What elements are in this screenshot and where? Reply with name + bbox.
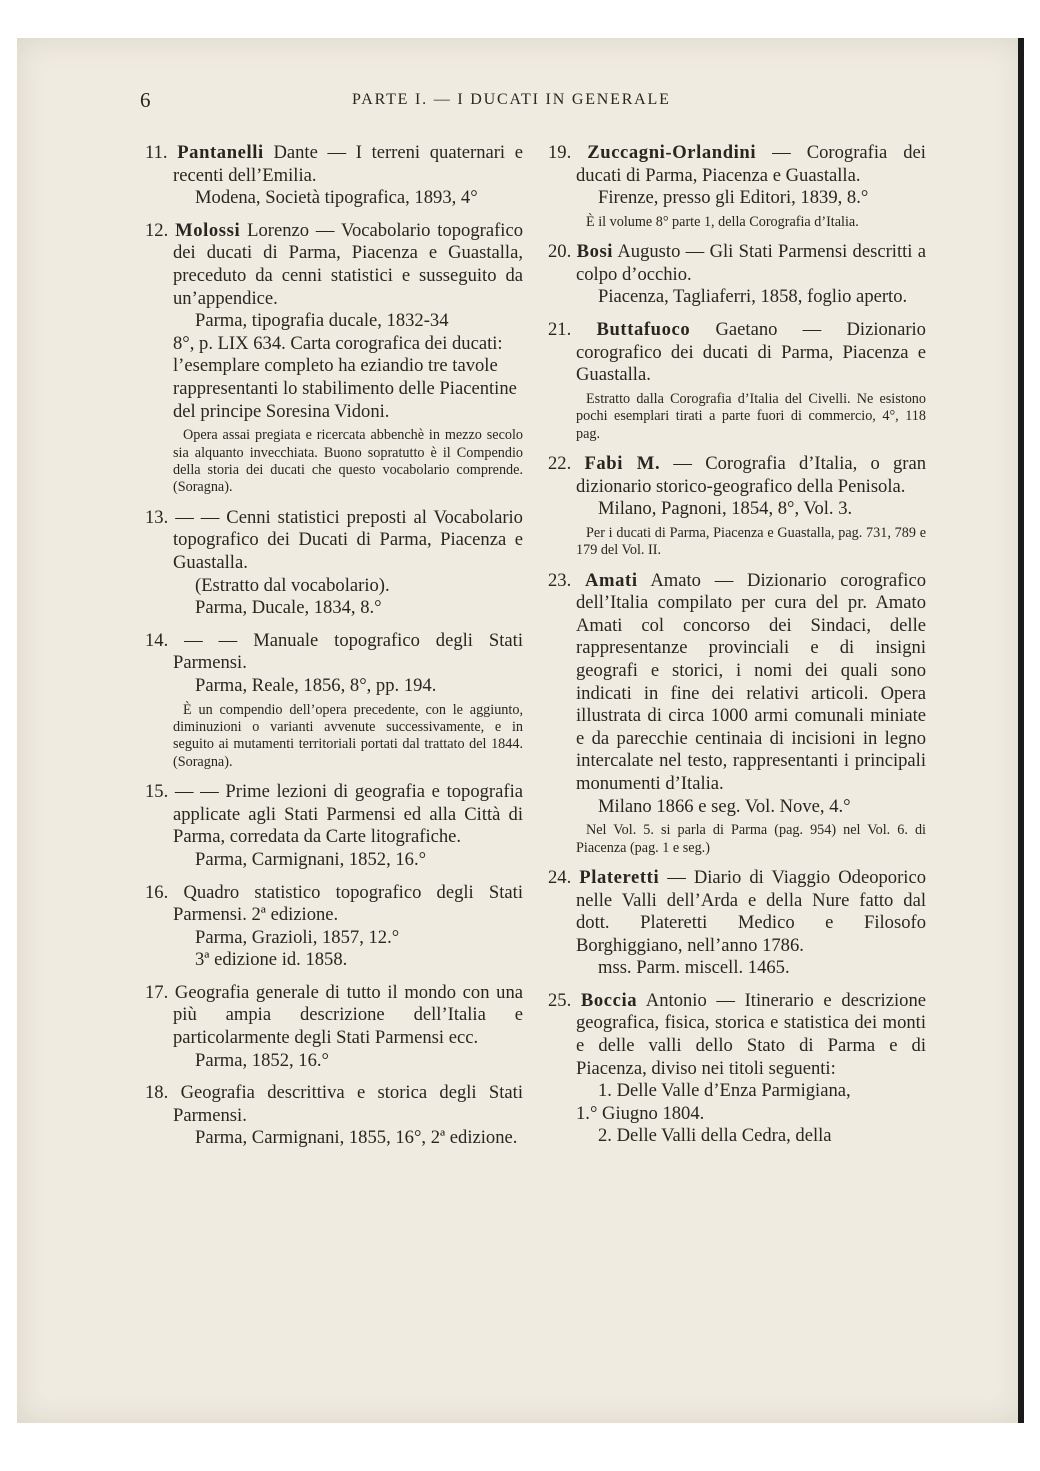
entry-heading: 18. Geografia descrittiva e storica degli Stati Parmensi. — [145, 1082, 523, 1126]
entry-note: È il volume 8° parte 1, della Corografia d’Italia. — [586, 213, 859, 230]
left-column — [145, 142, 523, 1160]
entry-23 — [548, 570, 926, 857]
entry-heading: 25. Boccia Antonio — Itinerario e descrizione geografica, fisica, storica e statistica dei monti e delle valli dello Stato di Parma e di Piacenza, diviso nei titoli seguenti: — [548, 989, 926, 1079]
entry-15 — [145, 781, 523, 871]
entry-subitem: 1. Delle Valle d’Enza Parmigiana, — [598, 1080, 851, 1102]
entry-22 — [548, 453, 926, 560]
entry-14 — [145, 630, 523, 771]
entry-subitem-continued: 1.° Giugno 1804. — [576, 1102, 705, 1124]
entry-13 — [145, 507, 523, 620]
entry-17 — [145, 982, 523, 1072]
entry-note: Opera assai pregiata e ricercata abbenchè in mezzo secolo sia alquanto invecchiata. Buono sopratutto è il Compendio della storia dei ducati che questo vocabolario comprende. (Soragna). — [173, 427, 523, 496]
entry-imprint: Modena, Società tipografica, 1893, 4° — [195, 187, 478, 209]
entry-imprint: mss. Parm. miscell. 1465. — [598, 957, 790, 979]
entry-heading: 22. Fabi M. — Corografia d’Italia, o gran dizionario storico-geografico della Penisola. — [548, 452, 926, 497]
entry-12 — [145, 220, 523, 497]
entry-heading: 19. Zuccagni-Orlandini — Corografia dei ducati di Parma, Piacenza e Guastalla. — [548, 142, 926, 186]
entry-19 — [548, 142, 926, 231]
entry-imprint-second: 3ª edizione id. 1858. — [195, 949, 348, 971]
entry-imprint-second: Parma, Ducale, 1834, 8.° — [195, 597, 382, 619]
scan-edge — [1018, 38, 1024, 1423]
entry-heading: 11. Pantanelli Dante — I terreni quaternari e recenti dell’Emilia. — [145, 142, 524, 186]
entry-heading: 12. Molossi Lorenzo — Vocabolario topografico dei ducati di Parma, Piacenza e Guastalla, preceduto da cenni statistici e susseguito da un’appendice. — [145, 219, 524, 309]
page-number: 6 — [140, 88, 151, 112]
entry-heading: 24. Plateretti — Diario di Viaggio Odeoporico nelle Valli dell’Arda e della Nure fatto dal dott. Plateretti Medico e Filosofo Borghiggiano, nell’anno 1786. — [548, 866, 926, 956]
entry-note: Estratto dalla Corografia d’Italia del Civelli. Ne esistono pochi esemplari tirati a parte fuori di commercio, 4°, 118 pag. — [576, 390, 926, 442]
entry-20 — [548, 241, 926, 309]
entry-25 — [548, 990, 926, 1148]
entry-imprint: Firenze, presso gli Editori, 1839, 8.° — [598, 187, 869, 209]
entry-16 — [145, 882, 523, 972]
entry-note: Per i ducati di Parma, Piacenza e Guastalla, pag. 731, 789 e 179 del Vol. II. — [576, 524, 926, 559]
entry-imprint: Milano 1866 e seg. Vol. Nove, 4.° — [598, 795, 851, 817]
entry-note: È un compendio dell’opera precedente, con le aggiunto, diminuzioni o varianti avvenute successivamente, e in seguito ai mutamenti territoriali portati dal trattato del 1844. (Soragna). — [173, 701, 523, 770]
entry-imprint: Parma, Grazioli, 1857, 12.° — [195, 926, 400, 948]
entry-imprint: Parma, tipografia ducale, 1832-34 — [195, 310, 449, 332]
entry-21 — [548, 319, 926, 443]
entry-imprint: (Estratto dal vocabolario). — [195, 574, 390, 596]
entry-heading: 20. Bosi Augusto — Gli Stati Parmensi descritti a colpo d’occhio. — [548, 241, 926, 285]
entry-heading: 21. Buttafuoco Gaetano — Dizionario corografico dei ducati di Parma, Piacenza e Guastalla. — [548, 318, 926, 386]
entry-24 — [548, 867, 926, 980]
entry-heading: 13. — — Cenni statistici preposti al Vocabolario topografico dei Ducati di Parma, Piacenza e Guastalla. — [145, 506, 523, 573]
entry-imprint: Piacenza, Tagliaferri, 1858, foglio aperto. — [598, 286, 908, 308]
entry-18 — [145, 1082, 523, 1150]
entry-note: Nel Vol. 5. si parla di Parma (pag. 954) nel Vol. 6. di Piacenza (pag. 1 e seg.) — [576, 822, 926, 856]
entry-imprint-continued: 8°, p. LIX 634. Carta corografica dei ducati: l’esemplare completo ha eziandio tre tavole rappresentanti lo stabilimento delle Piacentine del principe Soresina Vidoni. — [173, 332, 517, 422]
entry-11 — [145, 142, 523, 210]
entry-heading: 17. Geografia generale di tutto il mondo con una più ampia descrizione dell’Italia e particolarmente degli Stati Parmensi ecc. — [145, 981, 523, 1049]
entry-subitem: 2. Delle Valli della Cedra, della — [598, 1125, 832, 1147]
entry-heading: 16. Quadro statistico topografico degli Stati Parmensi. 2ª edizione. — [145, 881, 523, 926]
entry-heading: 15. — — Prime lezioni di geografia e topografia applicate agli Stati Parmensi ed alla Città di Parma, corredata da Carte litografiche. — [145, 781, 523, 848]
entry-imprint: Parma, Carmignani, 1855, 16°, 2ª edizione. — [195, 1127, 518, 1149]
entry-heading: 23. Amati Amato — Dizionario corografico dell’Italia compilato per cura del pr. Amato Amati col concorso dei Sindaci, delle rappresentanze provinciali e di insigni geografi e storici, i nomi dei quali sono indicati in fine dei relativi articoli. Opera illustrata di circa 1000 armi comunali miniate e da parecchie centinaia di incisioni in legno intercalate nel testo, rappresentanti i principali monumenti d’Italia. — [548, 569, 926, 794]
entry-imprint: Parma, Carmignani, 1852, 16.° — [195, 848, 427, 870]
running-head: PARTE I. — I DUCATI IN GENERALE — [352, 91, 671, 108]
entry-imprint: Parma, 1852, 16.° — [195, 1049, 329, 1071]
entry-heading: 14. — — Manuale topografico degli Stati Parmensi. — [145, 629, 523, 674]
entry-imprint: Milano, Pagnoni, 1854, 8°, Vol. 3. — [598, 498, 853, 520]
entry-imprint: Parma, Reale, 1856, 8°, pp. 194. — [195, 674, 437, 696]
right-column — [548, 142, 926, 1158]
